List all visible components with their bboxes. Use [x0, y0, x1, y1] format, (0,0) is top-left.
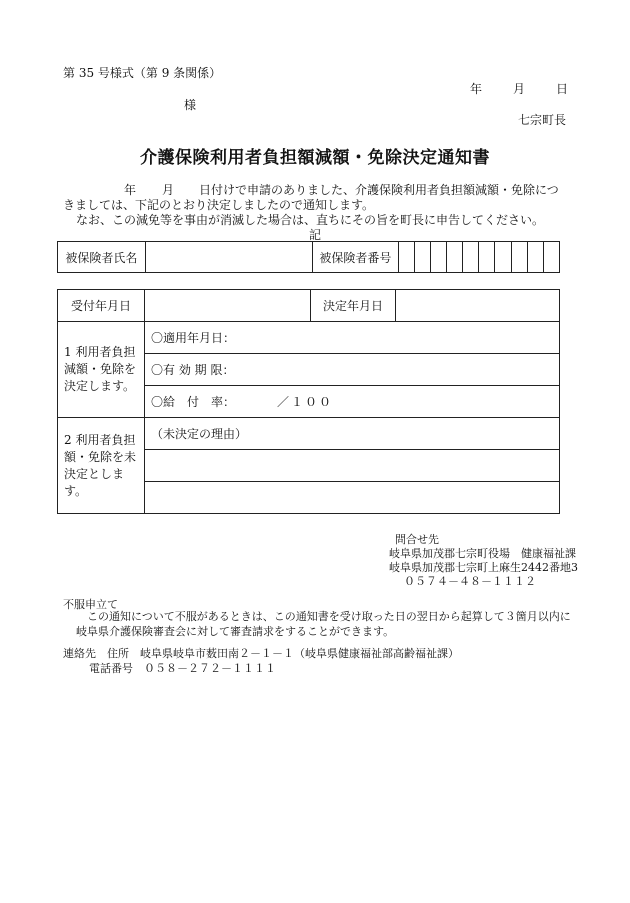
- insured-number-digit-3[interactable]: [430, 242, 446, 273]
- section1-label: 1 利用者負担減額・免除を決定します。: [58, 322, 145, 418]
- insured-number-digit-6[interactable]: [479, 242, 495, 273]
- insured-name-field[interactable]: [145, 242, 312, 273]
- undecided-reason-label: （未決定の理由）: [151, 427, 248, 441]
- intro-month-label: 月: [162, 183, 175, 197]
- insured-number-digit-5[interactable]: [463, 242, 479, 273]
- decision-table: [57, 289, 560, 514]
- intro-year-label: 年: [124, 183, 137, 197]
- form-number: 第 35 号様式（第 9 条関係）: [63, 66, 222, 80]
- intro-line2: きましては、下記のとおり決定しましたので通知します。: [63, 198, 375, 212]
- undecided-reason-line-3[interactable]: [145, 482, 560, 514]
- contact-heading: 問合せ先: [395, 533, 439, 546]
- date-month-label: 月: [513, 82, 526, 96]
- addressee-suffix: 様: [184, 98, 197, 112]
- issuer: 七宗町長: [518, 113, 567, 127]
- contact-phone: ０５７４－４８－１１１２: [404, 575, 536, 588]
- insured-number-digit-10[interactable]: [543, 242, 559, 273]
- valid-period-row[interactable]: [145, 354, 560, 386]
- insured-number-label: 被保険者番号: [313, 242, 399, 273]
- insured-number-digit-4[interactable]: [447, 242, 463, 273]
- document-title: 介護保険利用者負担額減額・免除決定通知書: [140, 148, 490, 168]
- benefit-rate-row[interactable]: [145, 386, 560, 418]
- insured-number-digit-8[interactable]: [511, 242, 527, 273]
- apply-date-label: 〇適用年月日：: [151, 331, 236, 345]
- intro-line3: なお、この減免等を事由が消滅した場合は、直ちにその旨を町長に申告してください。: [76, 213, 545, 227]
- contact-office: 岐阜県加茂郡七宗町役場 健康福祉課: [389, 547, 576, 560]
- insured-number-digit-7[interactable]: [495, 242, 511, 273]
- decision-date-field[interactable]: [396, 290, 560, 322]
- liaison-phone: 電話番号 ０５８－２７２－１１１１: [89, 662, 276, 675]
- date-day-label: 日: [556, 82, 569, 96]
- liaison-address: 連絡先 住所 岐阜県岐阜市薮田南２－１－１（岐阜県健康福祉部高齢福祉課）: [63, 647, 459, 660]
- section2-label: 2 利用者負担額・免除を未決定とします。: [58, 418, 145, 514]
- apply-date-row[interactable]: [145, 322, 560, 354]
- benefit-rate-value: ／１００: [277, 395, 334, 409]
- insured-number-digit-9[interactable]: [527, 242, 543, 273]
- received-date-label: 受付年月日: [58, 290, 145, 322]
- decision-date-label: 決定年月日: [311, 290, 396, 322]
- insured-name-label: 被保険者氏名: [58, 242, 146, 273]
- appeal-text: この通知について不服があるときは、この通知書を受け取った日の翌日から起算して３箇月以内に岐阜県介護保険審査会に対して審査請求をすることができます。: [76, 610, 571, 638]
- insured-number-digit-1[interactable]: [398, 242, 414, 273]
- insured-info-table: [57, 241, 560, 273]
- appeal-heading: 不服申立て: [63, 598, 118, 611]
- benefit-rate-label: 〇給 付 率：: [151, 395, 236, 409]
- undecided-reason-line-2[interactable]: [145, 450, 560, 482]
- intro-line1: 日付けで申請のありました、介護保険利用者負担額減額・免除につ: [199, 183, 559, 197]
- undecided-reason-row[interactable]: [145, 418, 560, 450]
- contact-address: 岐阜県加茂郡七宗町上麻生2442番地3: [389, 561, 578, 574]
- received-date-field[interactable]: [145, 290, 311, 322]
- date-year-label: 年: [470, 82, 483, 96]
- valid-period-label: 〇有 効 期 限：: [151, 363, 235, 377]
- insured-number-digit-2[interactable]: [414, 242, 430, 273]
- ki-label: 記: [309, 228, 322, 242]
